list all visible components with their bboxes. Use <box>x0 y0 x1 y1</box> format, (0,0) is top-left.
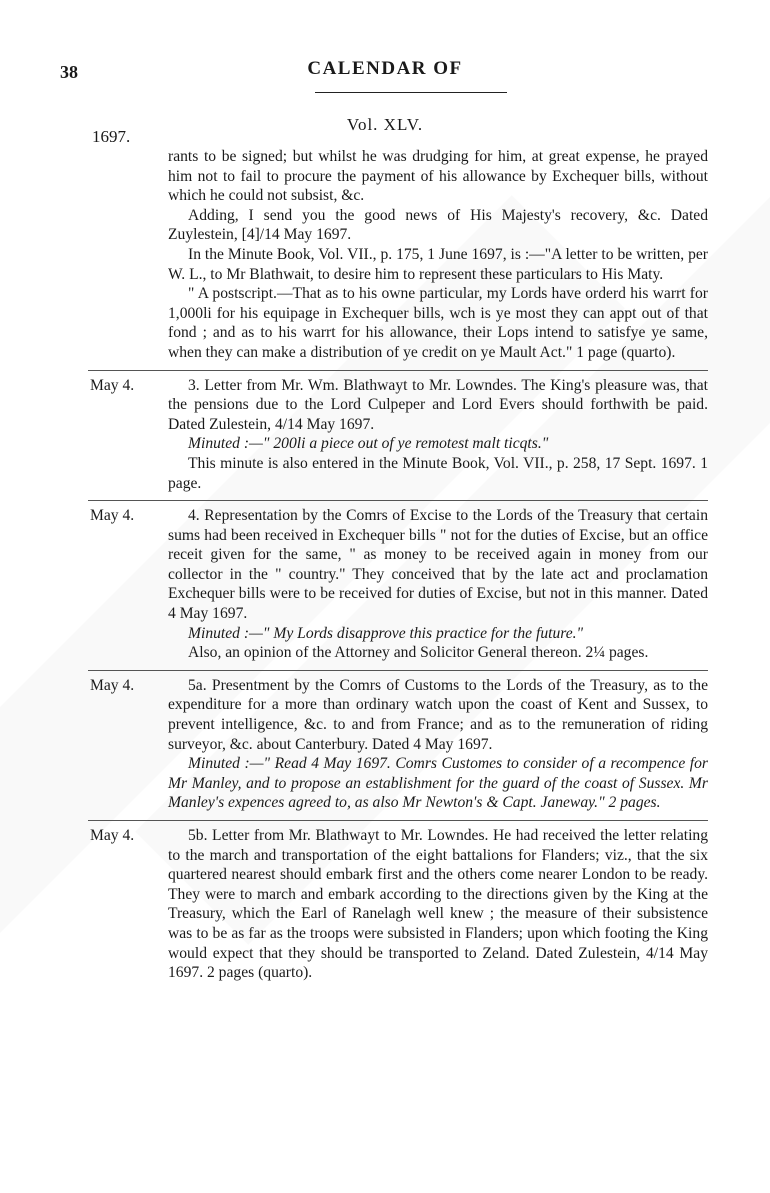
entry-minuted: Minuted :—" Read 4 May 1697. Comrs Customes to consider of a recompence for Mr Manley, and to propose an establishment for the guard of the coast of Sussex. Mr Manley's expences agreed to, as also Mr Newton's & Capt. Janeway." 2 pages. <box>168 755 708 812</box>
entry-extra: This minute is also entered in the Minute Book, Vol. VII., p. 258, 17 Sept. 1697. 1 page. <box>168 454 708 492</box>
document-body <box>90 147 708 983</box>
entry-5b <box>90 826 708 983</box>
entry-date: May 4. <box>90 507 135 525</box>
volume-label: Vol. XLV. <box>346 115 424 134</box>
entry-divider <box>88 500 708 501</box>
entry-date: May 4. <box>90 376 135 394</box>
entry-extra: Also, an opinion of the Attorney and Solicitor General thereon. 2¼ pages. <box>188 644 649 662</box>
year-label: 1697. <box>92 127 131 146</box>
intro-paragraph-2: Adding, I send you the good news of His Majesty's recovery, &c. Dated Zuylestein, [4]/14 May 1697. <box>168 206 708 244</box>
intro-paragraph-1: rants to be signed; but whilst he was drudging for him, at great expense, he prayed him not to fail to procure the payment of his allowance by Exchequer bills, without which he could not subsist, &c. <box>168 148 708 205</box>
entry-5a <box>90 676 708 813</box>
entry-text: 4. Representation by the Comrs of Excise to the Lords of the Treasury that certain sums had been received in Exchequer bills " not for the duties of Excise, but an office receit given for the same, " as money to be received again in money from our collector in the " country." They conceived that by the late act and proclamation Exchequer bills were to be received for duties of Excise, but not in this manner. Dated 4 May 1697. <box>168 507 708 623</box>
header-rule <box>315 92 507 93</box>
entry-divider <box>88 370 708 371</box>
intro-paragraph-4: " A postscript.—That as to his owne particular, my Lords have orderd his warrt for 1,000li for his equipage in Exchequer bills, wch is ye most they can appt out of that fond ; and as to his warrt for his allowance, their Lops intend to satisfye ye same, when they can make a distribution of ye credit on ye Mault Act." 1 page (quarto). <box>168 285 708 361</box>
entry-minuted: Minuted :—" 200li a piece out of ye remotest malt ticqts." <box>188 435 549 453</box>
intro-paragraph-3: In the Minute Book, Vol. VII., p. 175, 1 June 1697, is :—"A letter to be written, per W. L., to Mr Blathwait, to desire him to represent these particulars to His Maty. <box>168 245 708 283</box>
entry-divider <box>88 670 708 671</box>
entry-4 <box>90 506 708 663</box>
entry-3 <box>90 376 708 494</box>
page-number: 38 <box>60 62 78 82</box>
running-title: CALENDAR OF <box>307 58 463 79</box>
entry-date: May 4. <box>90 827 135 844</box>
entry-minuted: Minuted :—" My Lords disapprove this practice for the future." <box>188 624 584 642</box>
entry-text: 3. Letter from Mr. Wm. Blathwayt to Mr. Lowndes. The King's pleasure was, that the pensions due to the Lord Culpeper and Lord Evers should forthwith be paid. Dated Zulestein, 4/14 May 1697. <box>168 376 708 433</box>
entry-date: May 4. <box>90 676 135 694</box>
entry-text: 5a. Presentment by the Comrs of Customs to the Lords of the Treasury, as to the expenditure for a more than ordinary watch upon the coast of Kent and Sussex, to prevent intelligence, &c. to and from France; and as to the remuneration of riding surveyor, &c. about Canterbury. Dated 4 May 1697. <box>168 676 708 753</box>
entry-divider <box>88 820 708 821</box>
entry-text: 5b. Letter from Mr. Blathwayt to Mr. Lowndes. He had received the letter relating to the march and transportation of the eight battalions for Flanders; viz., that the six quartered nearest should embark first and the others come nearer London to be ready. They were to march and embark according to the directions given by the King at the Treasury, which the Earl of Ranelagh well knew ; the measure of their subsistence was to be as far as the troops were subsisted in Flanders; upon which footing the King would expect that they should be transported to Zeland. Dated Zulestein, 4/14 May 1697. 2 pages (quarto). <box>168 827 708 982</box>
